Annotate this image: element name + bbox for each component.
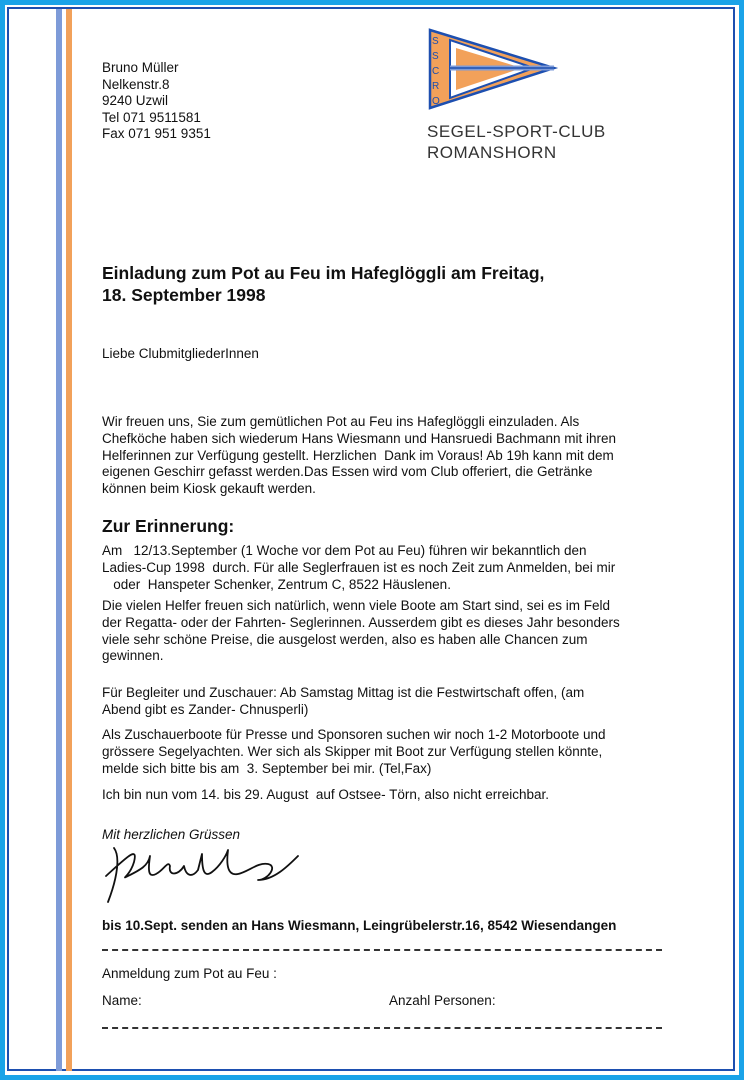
club-name-line2: ROMANSHORN <box>427 143 557 162</box>
greeting: Liebe ClubmitgliederInnen <box>102 346 259 361</box>
paragraph-invitation <box>102 414 692 498</box>
reminder-heading: Zur Erinnerung: <box>102 516 235 536</box>
logo-letter-2: S <box>432 51 439 62</box>
sender-city: 9240 Uzwil <box>102 93 169 108</box>
paragraph-line: viele sehr schöne Preise, die ausgelost werden, also es haben alle Chancen zum <box>102 631 588 647</box>
paragraph-line: Am 12/13.September (1 Woche vor dem Pot au Feu) führen wir bekanntlich den <box>102 543 587 558</box>
cut-line-top <box>102 949 662 951</box>
inner-frame <box>7 7 735 1071</box>
registration-title: Anmeldung zum Pot au Feu : <box>102 966 277 981</box>
paragraph-line: eigenen Geschirr gefasst werden.Das Essen wird vom Club offeriert, die Getränke <box>102 464 593 480</box>
paragraph-boats <box>102 727 692 777</box>
paragraph-line: melde sich bitte bis am 3. September bei mir. (Tel,Fax) <box>102 760 432 776</box>
logo-letter-5: O <box>432 96 440 107</box>
paragraph-line: können beim Kiosk gekauft werden. <box>102 481 316 497</box>
paragraph-line: grössere Segelyachten. Wer sich als Skipper mit Boot zur Verfügung stellen könnte, <box>102 743 603 759</box>
logo-letter-3: C <box>432 66 440 77</box>
document-title <box>102 262 544 306</box>
paragraph-line: Für Begleiter und Zuschauer: Ab Samstag Mittag ist die Festwirtschaft offen, (am <box>102 685 585 700</box>
left-stripe-blue <box>56 9 62 1071</box>
club-name-line1: SEGEL-SPORT-CLUB <box>427 122 606 141</box>
send-to-address: bis 10.Sept. senden an Hans Wiesmann, Leingrübelerstr.16, 8542 Wiesendangen <box>102 918 617 933</box>
club-name <box>427 121 606 163</box>
paragraph-line: Chefköche haben sich wiederum Hans Wiesmann und Hansruedi Bachmann mit ihren <box>102 430 617 446</box>
handwritten-signature <box>98 836 308 908</box>
paragraph-line: Helferinnen zur Verfügung gestellt. Herzlichen Dank im Voraus! Ab 19h kann mit dem <box>102 447 614 463</box>
paragraph-absence <box>102 787 692 804</box>
registration-name-label: Name: <box>102 993 142 1008</box>
paragraph-spectators <box>102 685 692 719</box>
sender-name: Bruno Müller <box>102 60 179 75</box>
sender-phone: Tel 071 9511581 <box>102 109 201 125</box>
closing-greeting: Mit herzlichen Grüssen <box>102 827 241 842</box>
paragraph-line: Ich bin nun vom 14. bis 29. August auf Ostsee- Törn, also nicht erreichbar. <box>102 787 549 802</box>
paragraph-line: Ladies-Cup 1998 durch. Für alle Seglerfrauen ist es noch Zeit zum Anmelden, bei mir <box>102 559 616 575</box>
title-line2: 18. September 1998 <box>102 285 266 305</box>
sender-address <box>102 60 211 143</box>
paragraph-line: Abend gibt es Zander- Chnusperli) <box>102 701 309 717</box>
paragraph-line: oder Hanspeter Schenker, Zentrum C, 8522 Häuslenen. <box>102 576 451 592</box>
left-stripe-orange <box>66 9 72 1071</box>
paragraph-line: Wir freuen uns, Sie zum gemütlichen Pot au Feu ins Hafeglöggli einzuladen. Als <box>102 414 580 429</box>
cut-line-bottom <box>102 1027 662 1029</box>
paragraph-line: der Regatta- oder der Fahrten- Seglerinnen. Ausserdem gibt es dieses Jahr besonders <box>102 614 620 630</box>
paragraph-line: Als Zuschauerboote für Presse und Sponsoren suchen wir noch 1-2 Motorboote und <box>102 727 606 742</box>
paragraph-line: Die vielen Helfer freuen sich natürlich, wenn viele Boote am Start sind, sei es im Feld <box>102 598 610 613</box>
registration-persons-label: Anzahl Personen: <box>389 993 496 1008</box>
title-line1: Einladung zum Pot au Feu im Hafeglöggli am Freitag, <box>102 263 545 283</box>
paragraph-line: gewinnen. <box>102 648 164 664</box>
logo-letter-4: R <box>432 81 440 92</box>
paragraph-helpers <box>102 598 692 665</box>
club-logo <box>426 28 560 112</box>
logo-letter-1: S <box>432 36 439 47</box>
sender-street: Nelkenstr.8 <box>102 76 170 92</box>
paragraph-ladies-cup <box>102 543 692 593</box>
sender-fax: Fax 071 951 9351 <box>102 126 211 141</box>
